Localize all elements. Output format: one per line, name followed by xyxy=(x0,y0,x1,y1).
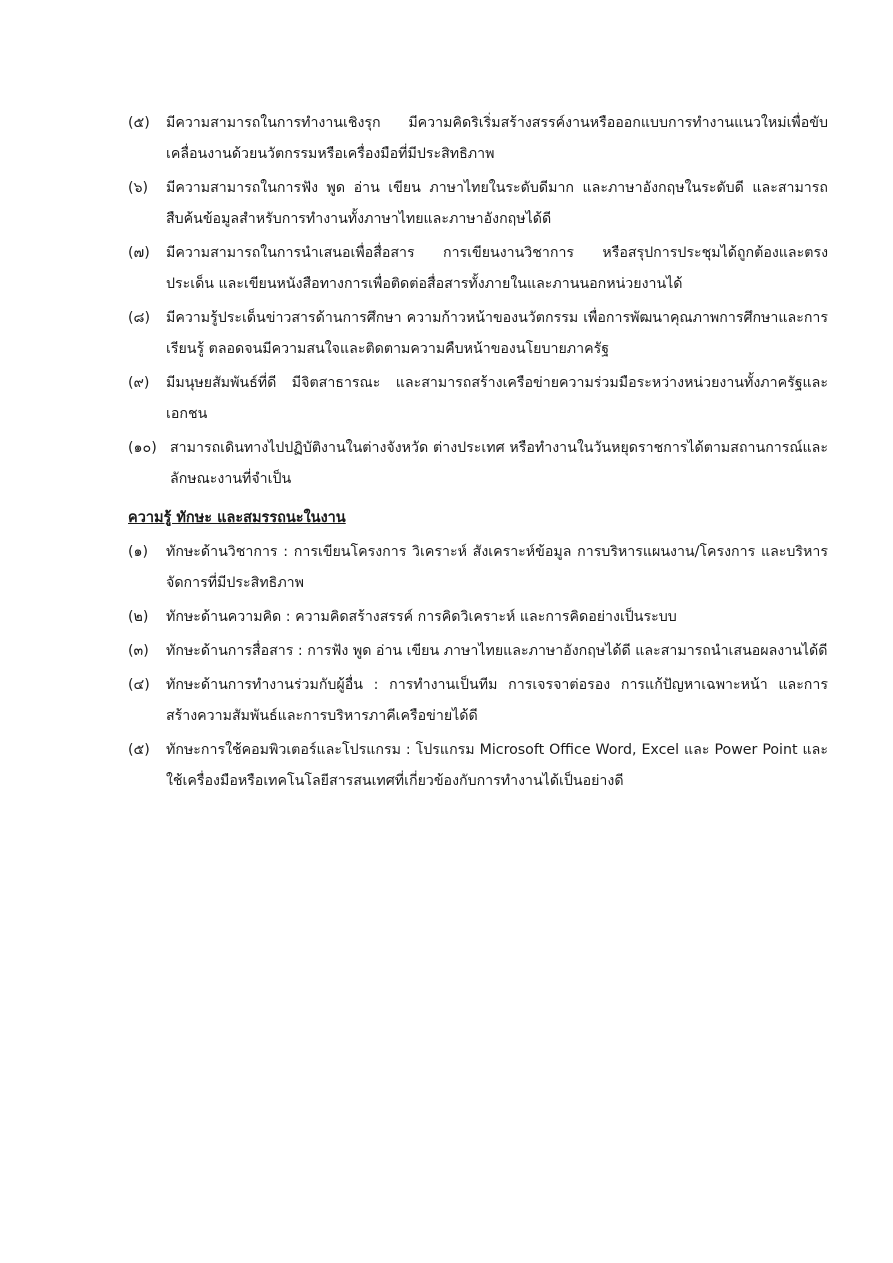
item-number: (๔) xyxy=(128,677,150,693)
item-number: (๑๐) xyxy=(128,440,157,456)
list-item xyxy=(128,108,828,170)
item-text: ทักษะด้านการสื่อสาร : การฟัง พูด อ่าน เขียน ภาษาไทยและภาษาอังกฤษได้ดี และสามารถนำเสนอผลงานได้ดี xyxy=(166,643,828,659)
item-text: มีความสามารถในการนำเสนอเพื่อสื่อสาร การเขียนงานวิชาการ หรือสรุปการประชุมได้ถูกต้องและตรงประเด็น และเขียนหนังสือทางการเพื่อติดต่อสื่อสารทั้งภายในและภานนอกหน่วยงานได้ xyxy=(166,245,828,292)
item-number: (๒) xyxy=(128,609,149,625)
item-text: สามารถเดินทางไปปฏิบัติงานในต่างจังหวัด ต่างประเทศ หรือทำงานในวันหยุดราชการได้ตามสถานการณ์และลักษณะงานที่จำเป็น xyxy=(170,440,828,487)
list-item xyxy=(128,537,828,599)
item-text: มีความสามารถในการทำงานเชิงรุก มีความคิดริเริ่มสร้างสรรค์งานหรือออกแบบการทำงานแนวใหม่เพื่อขับเคลื่อนงานด้วยนวัตกรรมหรือเครื่องมือที่มีประสิทธิภาพ xyxy=(166,115,828,162)
item-text: ทักษะการใช้คอมพิวเตอร์และโปรแกรม : โปรแกรม Microsoft Office Word, Excel และ Power Point และใช้เครื่องมือหรือเทคโนโลยีสารสนเทศที่เกี่ยวข้องกับการทำงานได้เป็นอย่างดี xyxy=(166,742,828,789)
item-number: (๗) xyxy=(128,245,150,261)
item-number: (๓) xyxy=(128,643,149,659)
item-text: มีความรู้ประเด็นข่าวสารด้านการศึกษา ความก้าวหน้าของนวัตกรรม เพื่อการพัฒนาคุณภาพการศึกษาและการเรียนรู้ ตลอดจนมีความสนใจและติดตามความคืบหน้าของนโยบายภาครัฐ xyxy=(166,310,828,357)
item-number: (๕) xyxy=(128,742,150,758)
section-heading: ความรู้ ทักษะ และสมรรถนะในงาน xyxy=(128,510,346,526)
list-item xyxy=(128,368,828,430)
list-item xyxy=(128,238,828,300)
list-item xyxy=(128,636,828,667)
list-item xyxy=(128,303,828,365)
item-text: มีมนุษยสัมพันธ์ที่ดี มีจิตสาธารณะ และสามารถสร้างเครือข่ายความร่วมมือระหว่างหน่วยงานทั้งภาครัฐและเอกชน xyxy=(166,375,828,422)
item-number: (๘) xyxy=(128,310,151,326)
list-item xyxy=(128,735,828,797)
list-item xyxy=(128,173,828,235)
list-item xyxy=(128,602,828,633)
list-item xyxy=(128,670,828,732)
item-text: ทักษะด้านวิชาการ : การเขียนโครงการ วิเคราะห์ สังเคราะห์ข้อมูล การบริหารแผนงาน/โครงการ และบริหารจัดการที่มีประสิทธิภาพ xyxy=(166,544,828,591)
list-item xyxy=(128,433,828,495)
item-text: มีความสามารถในการฟัง พูด อ่าน เขียน ภาษาไทยในระดับดีมาก และภาษาอังกฤษในระดับดี และสามารถสืบค้นข้อมูลสำหรับการทำงานทั้งภาษาไทยและภาษาอังกฤษได้ดี xyxy=(166,180,828,227)
item-number: (๑) xyxy=(128,544,149,560)
item-text: ทักษะด้านความคิด : ความคิดสร้างสรรค์ การคิดวิเคราะห์ และการคิดอย่างเป็นระบบ xyxy=(166,609,677,625)
item-number: (๖) xyxy=(128,180,149,196)
item-text: ทักษะด้านการทำงานร่วมกับผู้อื่น : การทำงานเป็นทีม การเจรจาต่อรอง การแก้ปัญหาเฉพาะหน้า และการสร้างความสัมพันธ์และการบริหารภาคีเครือข่ายได้ดี xyxy=(166,677,828,724)
item-number: (๕) xyxy=(128,115,150,131)
item-number: (๙) xyxy=(128,375,150,391)
document-content xyxy=(128,108,828,800)
